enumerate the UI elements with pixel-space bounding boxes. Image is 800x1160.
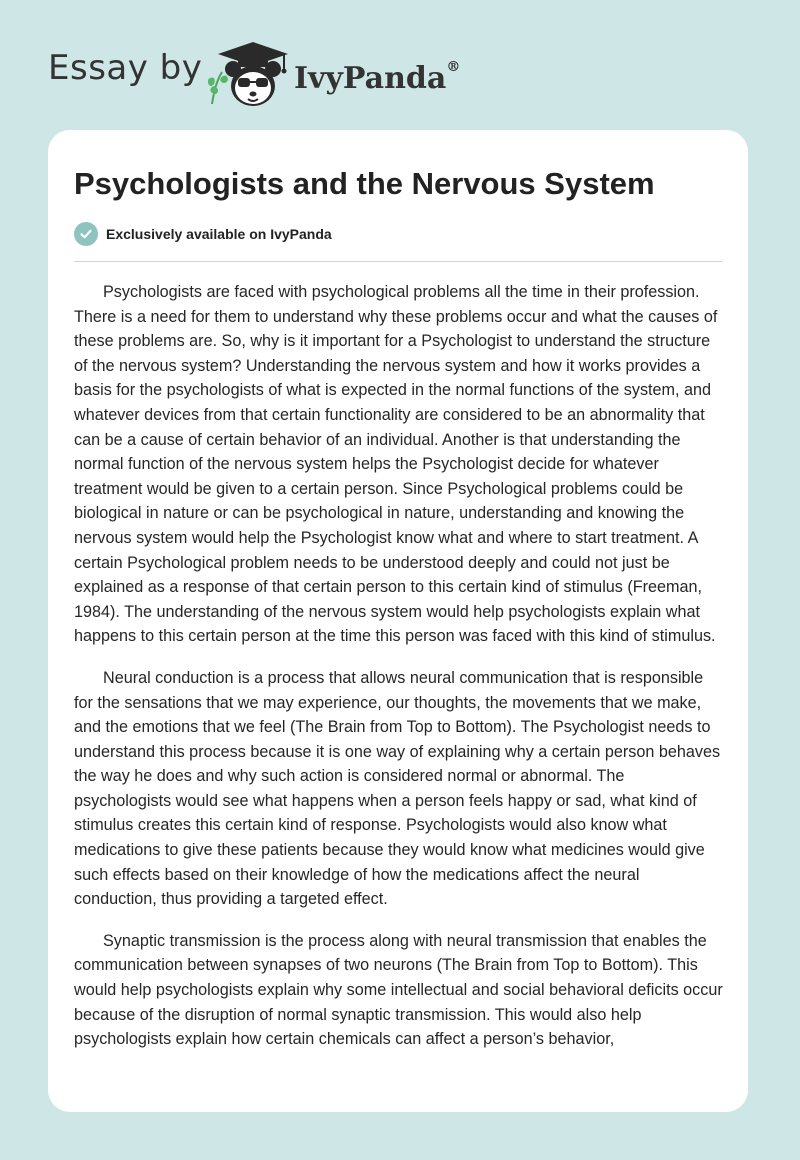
brand-name-text: IvyPanda <box>294 61 447 96</box>
panda-graduate-icon[interactable] <box>200 36 292 112</box>
page-title: Psychologists and the Nervous System <box>74 166 655 201</box>
check-circle-icon <box>74 222 98 246</box>
essay-card <box>48 130 748 1112</box>
site-header <box>0 0 800 130</box>
brand-prefix: Essay by <box>48 48 203 88</box>
brand-name[interactable] <box>294 55 460 97</box>
exclusive-badge <box>74 222 332 246</box>
divider <box>74 261 722 262</box>
paragraph: Synaptic transmission is the process along with neural transmission that enables the communication between synapses of two neurons (The Brain from Top to Bottom). This would help psychologists explain why some intellectual and social behavioral deficits occur because of the disruption of normal synaptic transmission. This would also help psychologists explain how certain chemicals can affect a person’s behavior, <box>74 931 723 1049</box>
paragraph: Psychologists are faced with psychological problems all the time in their profession. There is a need for them to understand why these problems occur and what the causes of these problems are. So, why is it important for a Psychologist to understand the structure of the nervous system? Understanding the nervous system and how it works provides a basis for the psychologists of what is expected in the normal functions of the system, and whatever devices from that certain functionality are considered to be an abnormality that can be a cause of certain behavior of an individual. Another is that understanding the normal function of the nervous system helps the Psychologist decide for whatever treatment would be given to a certain person. Since Psychological problems could be biological in nature or can be psychological in nature, understanding and knowing the nervous system would help the Psychologist know what and where to start treatment. A certain Psychological problem needs to be understood deeply and could not just be explained as a response of that certain person to this certain kind of stimulus (Freeman, 1984). The understanding of the nervous system would help psychologists explain what happens to this certain person at the time this person was faced with this kind of stimulus. <box>74 283 718 646</box>
essay-body <box>74 280 724 1069</box>
badge-label: Exclusively available on IvyPanda <box>106 226 332 242</box>
registered-mark: ® <box>446 59 461 75</box>
paragraph: Neural conduction is a process that allows neural communication that is responsible for the sensations that we may experience, our thoughts, the movements that we make, and the emotions that we feel (The Brain from Top to Bottom). The Psychologist needs to understand this process because it is one way of explaining why a certain person behaves the way he does and why such action is considered normal or abnormal. The psychologists would see what happens when a person feels happy or sad, what kind of stimulus creates this certain kind of response. Psychologists would also know what medications to give these patients because they would know what medicines would give such effects based on their knowledge of how the medications affect the neural conduction, thus providing a targeted effect. <box>74 668 721 909</box>
